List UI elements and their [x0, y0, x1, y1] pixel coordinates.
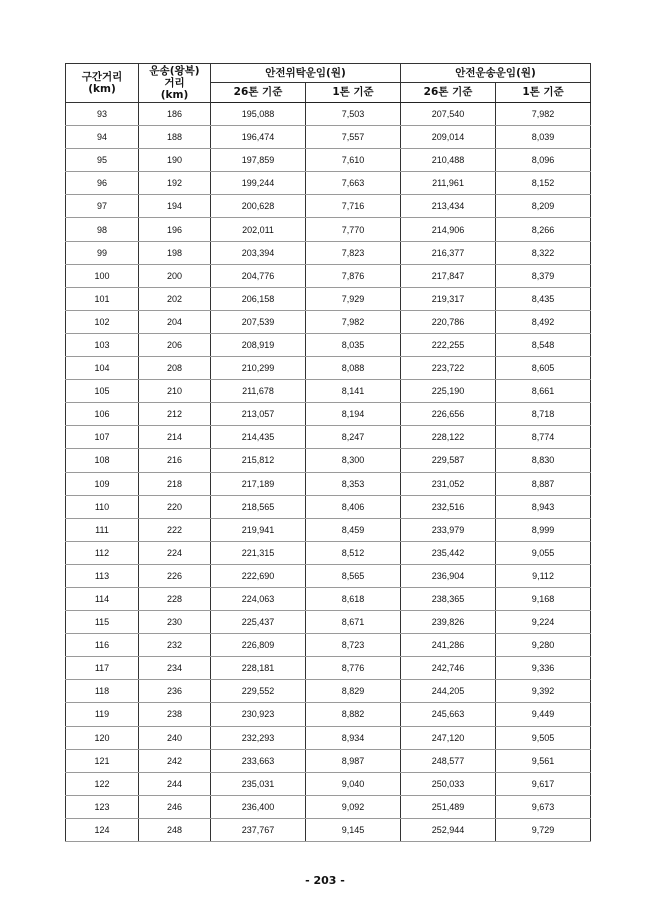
table-row: [66, 634, 591, 657]
cell-consignment-26ton: 230,923: [211, 703, 306, 726]
cell-transport-1ton: 9,280: [496, 634, 591, 657]
table-row: [66, 149, 591, 172]
cell-transport-26ton: 207,540: [401, 103, 496, 126]
table-row: [66, 310, 591, 333]
cell-transport-26ton: 228,122: [401, 426, 496, 449]
cell-section-distance: 106: [66, 403, 139, 426]
cell-transport-26ton: 217,847: [401, 264, 496, 287]
cell-transport-26ton: 235,442: [401, 541, 496, 564]
cell-consignment-1ton: 8,671: [306, 611, 401, 634]
cell-consignment-26ton: 221,315: [211, 541, 306, 564]
cell-transport-distance: 190: [139, 149, 211, 172]
table-row: [66, 172, 591, 195]
cell-transport-distance: 204: [139, 310, 211, 333]
table-row: [66, 357, 591, 380]
cell-consignment-1ton: 8,934: [306, 726, 401, 749]
cell-transport-distance: 220: [139, 495, 211, 518]
cell-transport-distance: 240: [139, 726, 211, 749]
cell-transport-1ton: 9,673: [496, 795, 591, 818]
cell-consignment-26ton: 197,859: [211, 149, 306, 172]
cell-consignment-1ton: 7,770: [306, 218, 401, 241]
header-transport-distance-label: 운송(왕복): [149, 64, 200, 77]
table-row: [66, 241, 591, 264]
table-row: [66, 611, 591, 634]
cell-transport-26ton: 223,722: [401, 357, 496, 380]
header-section-distance: [66, 64, 139, 103]
cell-transport-distance: 192: [139, 172, 211, 195]
cell-transport-1ton: 8,830: [496, 449, 591, 472]
table-row: [66, 495, 591, 518]
cell-transport-1ton: 8,435: [496, 287, 591, 310]
cell-section-distance: 96: [66, 172, 139, 195]
cell-consignment-26ton: 225,437: [211, 611, 306, 634]
cell-transport-1ton: 9,449: [496, 703, 591, 726]
cell-consignment-1ton: 8,194: [306, 403, 401, 426]
cell-section-distance: 98: [66, 218, 139, 241]
cell-transport-26ton: 229,587: [401, 449, 496, 472]
table-row: [66, 518, 591, 541]
cell-transport-26ton: 242,746: [401, 657, 496, 680]
table-row: [66, 333, 591, 356]
cell-consignment-26ton: 219,941: [211, 518, 306, 541]
cell-transport-26ton: 247,120: [401, 726, 496, 749]
table-row: [66, 749, 591, 772]
cell-section-distance: 107: [66, 426, 139, 449]
cell-transport-distance: 222: [139, 518, 211, 541]
cell-transport-26ton: 251,489: [401, 795, 496, 818]
cell-consignment-26ton: 228,181: [211, 657, 306, 680]
cell-consignment-1ton: 8,987: [306, 749, 401, 772]
cell-consignment-26ton: 208,919: [211, 333, 306, 356]
cell-section-distance: 113: [66, 564, 139, 587]
cell-consignment-26ton: 226,809: [211, 634, 306, 657]
cell-section-distance: 101: [66, 287, 139, 310]
cell-consignment-1ton: 8,882: [306, 703, 401, 726]
table-row: [66, 564, 591, 587]
cell-transport-distance: 226: [139, 564, 211, 587]
header-consignment-1ton: 1톤 기준: [306, 83, 401, 103]
cell-transport-1ton: 8,096: [496, 149, 591, 172]
cell-transport-distance: 218: [139, 472, 211, 495]
cell-section-distance: 114: [66, 587, 139, 610]
cell-transport-26ton: 219,317: [401, 287, 496, 310]
cell-transport-26ton: 252,944: [401, 818, 496, 841]
header-transport-distance-label-2: 거리: [164, 76, 185, 89]
table-row: [66, 264, 591, 287]
cell-transport-26ton: 225,190: [401, 380, 496, 403]
cell-transport-1ton: 8,039: [496, 126, 591, 149]
cell-section-distance: 97: [66, 195, 139, 218]
cell-consignment-1ton: 8,406: [306, 495, 401, 518]
cell-transport-distance: 244: [139, 772, 211, 795]
cell-consignment-26ton: 200,628: [211, 195, 306, 218]
table-row: [66, 703, 591, 726]
table-row: [66, 287, 591, 310]
cell-consignment-26ton: 202,011: [211, 218, 306, 241]
cell-section-distance: 119: [66, 703, 139, 726]
cell-consignment-1ton: 8,776: [306, 657, 401, 680]
cell-transport-distance: 198: [139, 241, 211, 264]
header-section-distance-label: 구간거리: [81, 70, 123, 83]
cell-transport-1ton: 9,729: [496, 818, 591, 841]
cell-transport-1ton: 8,322: [496, 241, 591, 264]
table-row: [66, 772, 591, 795]
cell-consignment-1ton: 8,723: [306, 634, 401, 657]
cell-transport-1ton: 8,718: [496, 403, 591, 426]
cell-section-distance: 100: [66, 264, 139, 287]
cell-consignment-1ton: 9,092: [306, 795, 401, 818]
header-consignment-26ton: 26톤 기준: [211, 83, 306, 103]
cell-section-distance: 123: [66, 795, 139, 818]
header-transport-1ton: 1톤 기준: [496, 83, 591, 103]
cell-transport-26ton: 250,033: [401, 772, 496, 795]
rate-table: [65, 63, 591, 842]
cell-section-distance: 121: [66, 749, 139, 772]
cell-consignment-1ton: 8,353: [306, 472, 401, 495]
cell-transport-1ton: 9,224: [496, 611, 591, 634]
rate-table-header: [66, 64, 591, 103]
cell-section-distance: 102: [66, 310, 139, 333]
cell-consignment-26ton: 207,539: [211, 310, 306, 333]
cell-section-distance: 103: [66, 333, 139, 356]
cell-transport-1ton: 9,505: [496, 726, 591, 749]
cell-transport-26ton: 209,014: [401, 126, 496, 149]
table-row: [66, 472, 591, 495]
cell-transport-1ton: 8,152: [496, 172, 591, 195]
cell-consignment-1ton: 7,716: [306, 195, 401, 218]
cell-transport-distance: 230: [139, 611, 211, 634]
cell-section-distance: 105: [66, 380, 139, 403]
cell-transport-26ton: 248,577: [401, 749, 496, 772]
cell-consignment-1ton: 8,035: [306, 333, 401, 356]
cell-transport-26ton: 211,961: [401, 172, 496, 195]
cell-consignment-1ton: 9,040: [306, 772, 401, 795]
cell-transport-1ton: 9,055: [496, 541, 591, 564]
cell-transport-26ton: 210,488: [401, 149, 496, 172]
cell-consignment-1ton: 7,982: [306, 310, 401, 333]
page-number: - 203 -: [305, 874, 345, 887]
cell-transport-1ton: 8,661: [496, 380, 591, 403]
header-transport-distance-unit: (km): [160, 89, 189, 102]
table-row: [66, 403, 591, 426]
cell-section-distance: 109: [66, 472, 139, 495]
cell-transport-26ton: 216,377: [401, 241, 496, 264]
cell-section-distance: 93: [66, 103, 139, 126]
cell-transport-26ton: 222,255: [401, 333, 496, 356]
cell-consignment-26ton: 232,293: [211, 726, 306, 749]
cell-consignment-1ton: 8,459: [306, 518, 401, 541]
cell-transport-1ton: 8,999: [496, 518, 591, 541]
cell-section-distance: 94: [66, 126, 139, 149]
cell-consignment-26ton: 199,244: [211, 172, 306, 195]
table-row: [66, 541, 591, 564]
cell-transport-26ton: 214,906: [401, 218, 496, 241]
table-row: [66, 587, 591, 610]
cell-section-distance: 108: [66, 449, 139, 472]
cell-consignment-26ton: 211,678: [211, 380, 306, 403]
cell-transport-distance: 236: [139, 680, 211, 703]
cell-consignment-26ton: 235,031: [211, 772, 306, 795]
cell-transport-distance: 216: [139, 449, 211, 472]
cell-consignment-26ton: 196,474: [211, 126, 306, 149]
cell-consignment-1ton: 8,247: [306, 426, 401, 449]
cell-transport-distance: 248: [139, 818, 211, 841]
cell-consignment-26ton: 215,812: [211, 449, 306, 472]
cell-transport-distance: 232: [139, 634, 211, 657]
cell-transport-26ton: 226,656: [401, 403, 496, 426]
rate-table-body: [66, 103, 591, 842]
table-row: [66, 380, 591, 403]
cell-consignment-26ton: 229,552: [211, 680, 306, 703]
header-transport-group: 안전운송운임(원): [401, 64, 591, 83]
cell-consignment-26ton: 203,394: [211, 241, 306, 264]
cell-section-distance: 104: [66, 357, 139, 380]
cell-consignment-1ton: 8,618: [306, 587, 401, 610]
cell-transport-26ton: 213,434: [401, 195, 496, 218]
cell-consignment-1ton: 7,876: [306, 264, 401, 287]
cell-transport-distance: 194: [139, 195, 211, 218]
cell-transport-26ton: 245,663: [401, 703, 496, 726]
cell-transport-1ton: 9,617: [496, 772, 591, 795]
cell-section-distance: 122: [66, 772, 139, 795]
cell-consignment-1ton: 8,829: [306, 680, 401, 703]
cell-transport-distance: 212: [139, 403, 211, 426]
cell-consignment-26ton: 237,767: [211, 818, 306, 841]
cell-transport-distance: 214: [139, 426, 211, 449]
cell-section-distance: 115: [66, 611, 139, 634]
cell-consignment-26ton: 213,057: [211, 403, 306, 426]
cell-transport-distance: 206: [139, 333, 211, 356]
cell-consignment-1ton: 8,088: [306, 357, 401, 380]
cell-transport-1ton: 9,168: [496, 587, 591, 610]
cell-consignment-26ton: 236,400: [211, 795, 306, 818]
cell-transport-distance: 246: [139, 795, 211, 818]
cell-transport-26ton: 231,052: [401, 472, 496, 495]
cell-transport-1ton: 8,209: [496, 195, 591, 218]
cell-transport-1ton: 8,266: [496, 218, 591, 241]
table-row: [66, 126, 591, 149]
cell-consignment-1ton: 7,663: [306, 172, 401, 195]
cell-transport-26ton: 236,904: [401, 564, 496, 587]
cell-transport-26ton: 238,365: [401, 587, 496, 610]
cell-transport-1ton: 8,379: [496, 264, 591, 287]
table-row: [66, 657, 591, 680]
table-row: [66, 449, 591, 472]
cell-consignment-26ton: 224,063: [211, 587, 306, 610]
table-row: [66, 426, 591, 449]
table-row: [66, 195, 591, 218]
cell-consignment-1ton: 7,823: [306, 241, 401, 264]
cell-section-distance: 120: [66, 726, 139, 749]
cell-section-distance: 110: [66, 495, 139, 518]
cell-transport-1ton: 8,548: [496, 333, 591, 356]
cell-transport-1ton: 9,336: [496, 657, 591, 680]
cell-transport-1ton: 8,887: [496, 472, 591, 495]
cell-transport-1ton: 8,605: [496, 357, 591, 380]
cell-consignment-1ton: 7,557: [306, 126, 401, 149]
cell-transport-distance: 228: [139, 587, 211, 610]
cell-transport-1ton: 9,112: [496, 564, 591, 587]
cell-transport-distance: 238: [139, 703, 211, 726]
cell-consignment-1ton: 8,512: [306, 541, 401, 564]
cell-consignment-1ton: 7,610: [306, 149, 401, 172]
cell-transport-1ton: 9,392: [496, 680, 591, 703]
cell-transport-1ton: 8,774: [496, 426, 591, 449]
cell-consignment-26ton: 214,435: [211, 426, 306, 449]
cell-section-distance: 116: [66, 634, 139, 657]
cell-section-distance: 95: [66, 149, 139, 172]
cell-transport-1ton: 8,492: [496, 310, 591, 333]
header-consignment-group: 안전위탁운임(원): [211, 64, 401, 83]
cell-transport-distance: 186: [139, 103, 211, 126]
cell-section-distance: 118: [66, 680, 139, 703]
header-transport-26ton: 26톤 기준: [401, 83, 496, 103]
cell-section-distance: 117: [66, 657, 139, 680]
cell-consignment-1ton: 8,141: [306, 380, 401, 403]
table-row: [66, 103, 591, 126]
cell-consignment-1ton: 7,929: [306, 287, 401, 310]
cell-consignment-26ton: 222,690: [211, 564, 306, 587]
cell-transport-distance: 200: [139, 264, 211, 287]
cell-consignment-26ton: 218,565: [211, 495, 306, 518]
cell-section-distance: 99: [66, 241, 139, 264]
cell-consignment-26ton: 206,158: [211, 287, 306, 310]
header-section-distance-unit: (km): [88, 83, 116, 95]
cell-transport-26ton: 239,826: [401, 611, 496, 634]
cell-transport-1ton: 7,982: [496, 103, 591, 126]
cell-section-distance: 112: [66, 541, 139, 564]
cell-transport-distance: 242: [139, 749, 211, 772]
header-transport-distance: [139, 64, 211, 103]
cell-consignment-1ton: 8,300: [306, 449, 401, 472]
cell-transport-distance: 224: [139, 541, 211, 564]
cell-consignment-26ton: 217,189: [211, 472, 306, 495]
cell-consignment-26ton: 233,663: [211, 749, 306, 772]
cell-consignment-1ton: 7,503: [306, 103, 401, 126]
cell-section-distance: 111: [66, 518, 139, 541]
cell-transport-1ton: 8,943: [496, 495, 591, 518]
cell-transport-26ton: 241,286: [401, 634, 496, 657]
cell-consignment-26ton: 195,088: [211, 103, 306, 126]
table-row: [66, 818, 591, 841]
cell-transport-distance: 210: [139, 380, 211, 403]
cell-consignment-26ton: 204,776: [211, 264, 306, 287]
cell-transport-26ton: 244,205: [401, 680, 496, 703]
table-row: [66, 795, 591, 818]
cell-transport-26ton: 232,516: [401, 495, 496, 518]
cell-transport-distance: 202: [139, 287, 211, 310]
table-row: [66, 680, 591, 703]
cell-transport-distance: 234: [139, 657, 211, 680]
cell-transport-26ton: 233,979: [401, 518, 496, 541]
cell-consignment-26ton: 210,299: [211, 357, 306, 380]
table-row: [66, 726, 591, 749]
table-row: [66, 218, 591, 241]
cell-section-distance: 124: [66, 818, 139, 841]
cell-transport-distance: 188: [139, 126, 211, 149]
cell-transport-26ton: 220,786: [401, 310, 496, 333]
cell-transport-1ton: 9,561: [496, 749, 591, 772]
cell-consignment-1ton: 8,565: [306, 564, 401, 587]
cell-transport-distance: 208: [139, 357, 211, 380]
cell-consignment-1ton: 9,145: [306, 818, 401, 841]
cell-transport-distance: 196: [139, 218, 211, 241]
